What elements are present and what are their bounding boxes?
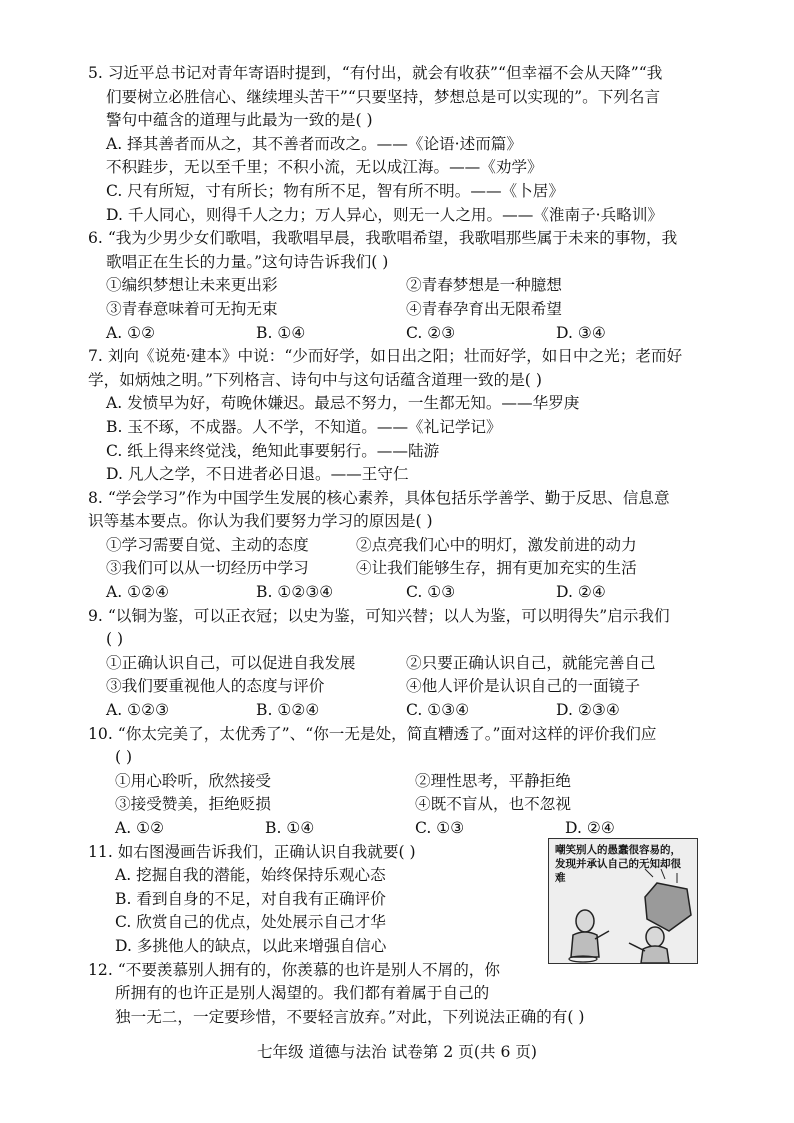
choice-d: D. ②④ — [565, 819, 615, 837]
statement-3: ③青春意味着可无拘无束 — [106, 299, 278, 318]
cartoon-caption: 嘲笑别人的愚蠢很容易的，发现并承认自己的无知却很难 — [555, 844, 681, 884]
choice-c: C. ①③ — [406, 583, 456, 602]
choice-d: D. ③④ — [556, 323, 606, 342]
option-b: B. 看到自身的不足，对自我有正确评价 — [115, 889, 386, 908]
question-5 — [88, 62, 728, 227]
question-stem-line: 独一无二，一定要珍惜，不要轻言放弃。”对此，下列说法正确的有( ) — [115, 1007, 585, 1026]
statement-2: ②点亮我们心中的明灯，激发前进的动力 — [356, 535, 637, 554]
statement-4: ④既不盲从，也不忽视 — [415, 795, 571, 814]
question-stem-line: 8. “学会学习”作为中国学生发展的核心素养，具体包括乐学善学、勤于反思、信息意 — [88, 488, 670, 507]
option-b: B. 玉不琢，不成器。人不学，不知道。——《礼记学记》 — [106, 417, 502, 436]
choice-a: A. ①②④ — [106, 583, 170, 602]
question-stem-line: 所拥有的也许正是别人渴望的。我们都有着属于自己的 — [115, 984, 490, 1003]
choice-a: A. ①② — [106, 323, 156, 342]
statement-list — [88, 534, 728, 581]
statement-4: ④他人评价是认识自己的一面镜子 — [406, 677, 640, 696]
question-stem-line: 9. “以铜为鉴，可以正衣冠；以史为鉴，可知兴替；以人为鉴，可以明得失”启示我们 — [88, 606, 670, 625]
statement-list — [88, 770, 728, 817]
question-12 — [88, 959, 728, 1030]
question-8 — [88, 487, 728, 605]
statement-list — [88, 652, 728, 699]
choice-a: A. ①② — [115, 819, 165, 837]
statement-list — [88, 274, 728, 321]
statement-4: ④青春孕育出无限希望 — [406, 299, 562, 318]
statement-1: ①编织梦想让未来更出彩 — [106, 276, 278, 295]
question-stem-line: 12. “不要羡慕别人拥有的，你羡慕的也许是别人不屑的，你 — [88, 960, 500, 979]
question-stem-line: 识等基本要点。你认为我们要努力学习的原因是( ) — [88, 512, 433, 531]
option-d: D. 千人同心，则得千人之力；万人异心，则无一人之用。——《淮南子·兵略训》 — [106, 205, 664, 224]
choice-b: B. ①④ — [265, 819, 315, 837]
statement-1: ①用心聆听，欣然接受 — [115, 771, 271, 790]
statement-1: ①学习需要自觉、主动的态度 — [106, 535, 309, 554]
cartoon-illustration — [548, 838, 698, 964]
statement-2: ②理性思考，平静拒绝 — [415, 771, 571, 790]
choice-b: B. ①②④ — [256, 701, 320, 720]
option-a: A. 发愤早为好，苟晚休嫌迟。最忌不努力，一生都无知。——华罗庚 — [106, 394, 580, 413]
choice-d: D. ②③④ — [556, 701, 620, 720]
question-stem-line: 10. “你太完美了，太优秀了”、“你一无是处，简直糟透了。”面对这样的评价我们应 — [88, 724, 657, 743]
statement-3: ③我们可以从一切经历中学习 — [106, 559, 309, 578]
choice-b: B. ①④ — [256, 323, 306, 342]
statement-4: ④让我们能够生存，拥有更加充实的生活 — [356, 559, 637, 578]
statement-2: ②青春梦想是一种臆想 — [406, 276, 562, 295]
option-b: 不积跬步，无以至千里；不积小流，无以成江海。——《劝学》 — [106, 158, 543, 177]
choice-b: B. ①②③④ — [256, 583, 334, 602]
choice-c: C. ①③④ — [406, 701, 470, 720]
option-a: A. 挖掘自我的潜能，始终保持乐观心态 — [115, 866, 386, 885]
choice-list — [88, 322, 728, 346]
question-stem-line: 5. 习近平总书记对青年寄语时提到，“有付出，就会有收获”“但幸福不会从天降”“我 — [88, 64, 663, 82]
statement-3: ③接受赞美，拒绝贬损 — [115, 795, 271, 814]
question-stem-line: 11. 如右图漫画告诉我们，正确认识自我就要( ) — [88, 842, 416, 861]
question-stem-line: 6. “我为少男少女们歌唱，我歌唱早晨，我歌唱希望，我歌唱那些属于未来的事物，我 — [88, 229, 678, 248]
option-d: D. 凡人之学，不日进者必日退。——王守仁 — [106, 465, 409, 484]
question-stem-line: 警句中蕴含的道理与此最为一致的是( ) — [106, 111, 373, 130]
statement-1: ①正确认识自己，可以促进自我发展 — [106, 653, 356, 672]
question-10 — [88, 723, 728, 841]
question-stem-line: ( ) — [106, 630, 124, 649]
choice-list — [88, 581, 728, 605]
question-stem-line: 们要树立必胜信心、继续埋头苦干”“只要坚持，梦想总是可以实现的”。下列名言 — [106, 87, 661, 106]
page-footer: 七年级 道德与法治 试卷第 2 页(共 6 页) — [256, 1043, 538, 1061]
choice-a: A. ①②③ — [106, 701, 170, 720]
option-a: A. 择其善者而从之，其不善者而改之。——《论语·述而篇》 — [106, 134, 522, 153]
statement-2: ②只要正确认识自己，就能完善自己 — [406, 653, 656, 672]
choice-d: D. ②④ — [556, 583, 606, 602]
question-6 — [88, 227, 728, 345]
question-stem-line: ( ) — [115, 748, 133, 767]
option-c: C. 尺有所短，寸有所长；物有所不足，智有所不明。——《卜居》 — [106, 181, 564, 200]
choice-list — [88, 699, 728, 723]
option-c: C. 欣赏自己的优点，处处展示自己才华 — [115, 913, 386, 932]
question-stem-line: 学，如炳烛之明。”下列格言、诗句中与这句话蕴含道理一致的是( ) — [88, 370, 542, 389]
choice-c: C. ①③ — [415, 819, 465, 837]
statement-3: ③我们要重视他人的态度与评价 — [106, 677, 325, 696]
question-9 — [88, 605, 728, 723]
option-c: C. 纸上得来终觉浅，绝知此事要躬行。——陆游 — [106, 441, 440, 460]
option-d: D. 多挑他人的缺点，以此来增强自信心 — [115, 936, 387, 955]
question-stem-line: 歌唱正在生长的力量。”这句诗告诉我们( ) — [106, 252, 389, 271]
choice-c: C. ②③ — [406, 323, 456, 342]
question-stem-line: 7. 刘向《说苑·建本》中说：“少而好学，如日出之阳；壮而好学，如日中之光；老而好 — [88, 347, 683, 366]
question-7 — [88, 345, 728, 487]
